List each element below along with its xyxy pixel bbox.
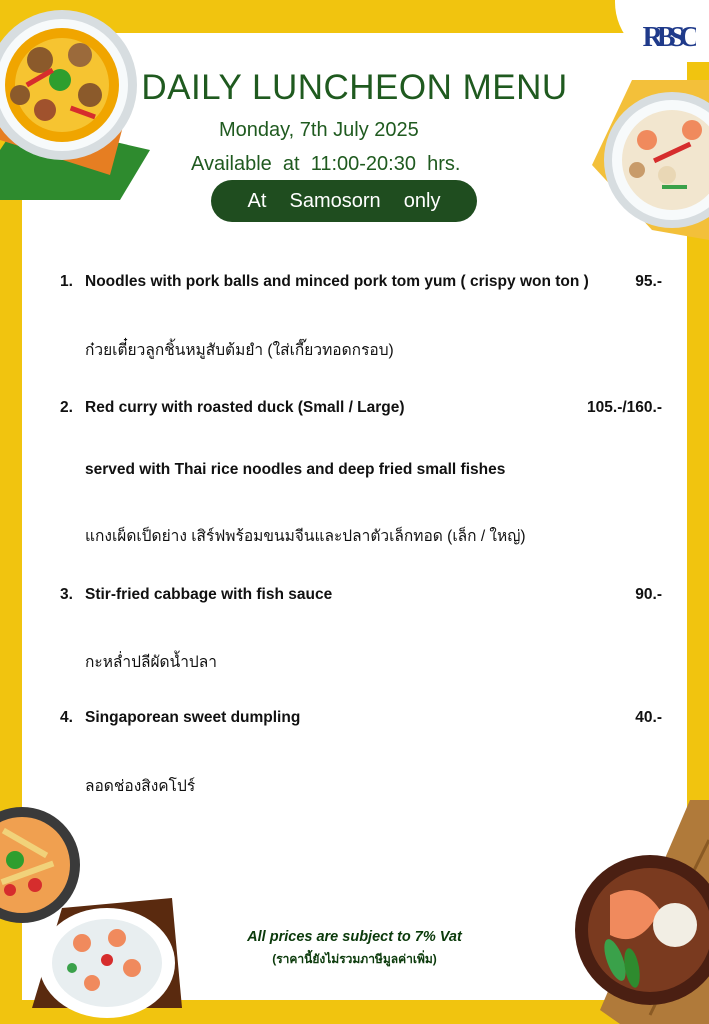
- salmon-plate-icon: [560, 800, 709, 1024]
- vat-note-thai: (ราคานี้ยังไม่รวมภาษีมูลค่าเพิ่ม): [272, 952, 437, 966]
- page-title: DAILY LUNCHEON MENU: [141, 68, 568, 107]
- svg-text:RBSC: RBSC: [642, 22, 694, 53]
- item-name: Singaporean sweet dumpling: [85, 709, 301, 726]
- item-number: 4.: [60, 709, 73, 726]
- vat-note: All prices are subject to 7% Vat: [247, 929, 462, 945]
- rbsc-logo-icon: [640, 12, 696, 56]
- item-number: 2.: [60, 399, 73, 416]
- available-hours: Available at 11:00-20:30 hrs.: [191, 153, 461, 175]
- item-price: 95.-: [635, 273, 662, 290]
- item-price: 90.-: [635, 586, 662, 603]
- location-badge: At Samosorn only: [211, 180, 477, 222]
- item-description: served with Thai rice noodles and deep fried small fishes: [85, 461, 506, 478]
- item-thai-name: กะหล่ำปลีผัดน้ำปลา: [85, 654, 217, 671]
- item-thai-name: ก๋วยเตี๋ยวลูกชิ้นหมูสับต้มยำ (ใส่เกี๊ยวทอดกรอบ): [85, 342, 394, 359]
- item-thai-name: แกงเผ็ดเป็ดย่าง เสิร์ฟพร้อมขนมจีนและปลาตัวเล็กทอด (เล็ก / ใหญ่): [85, 528, 526, 545]
- item-price: 105.-/160.-: [587, 399, 662, 416]
- menu-date: Monday, 7th July 2025: [219, 119, 419, 141]
- item-thai-name: ลอดช่องสิงคโปร์: [85, 778, 196, 795]
- item-name: Stir-fried cabbage with fish sauce: [85, 586, 333, 603]
- item-number: 3.: [60, 586, 73, 603]
- item-number: 1.: [60, 273, 73, 290]
- item-name: Red curry with roasted duck (Small / Large): [85, 399, 405, 416]
- item-price: 40.-: [635, 709, 662, 726]
- item-name: Noodles with pork balls and minced pork tom yum ( crispy won ton ): [85, 273, 589, 290]
